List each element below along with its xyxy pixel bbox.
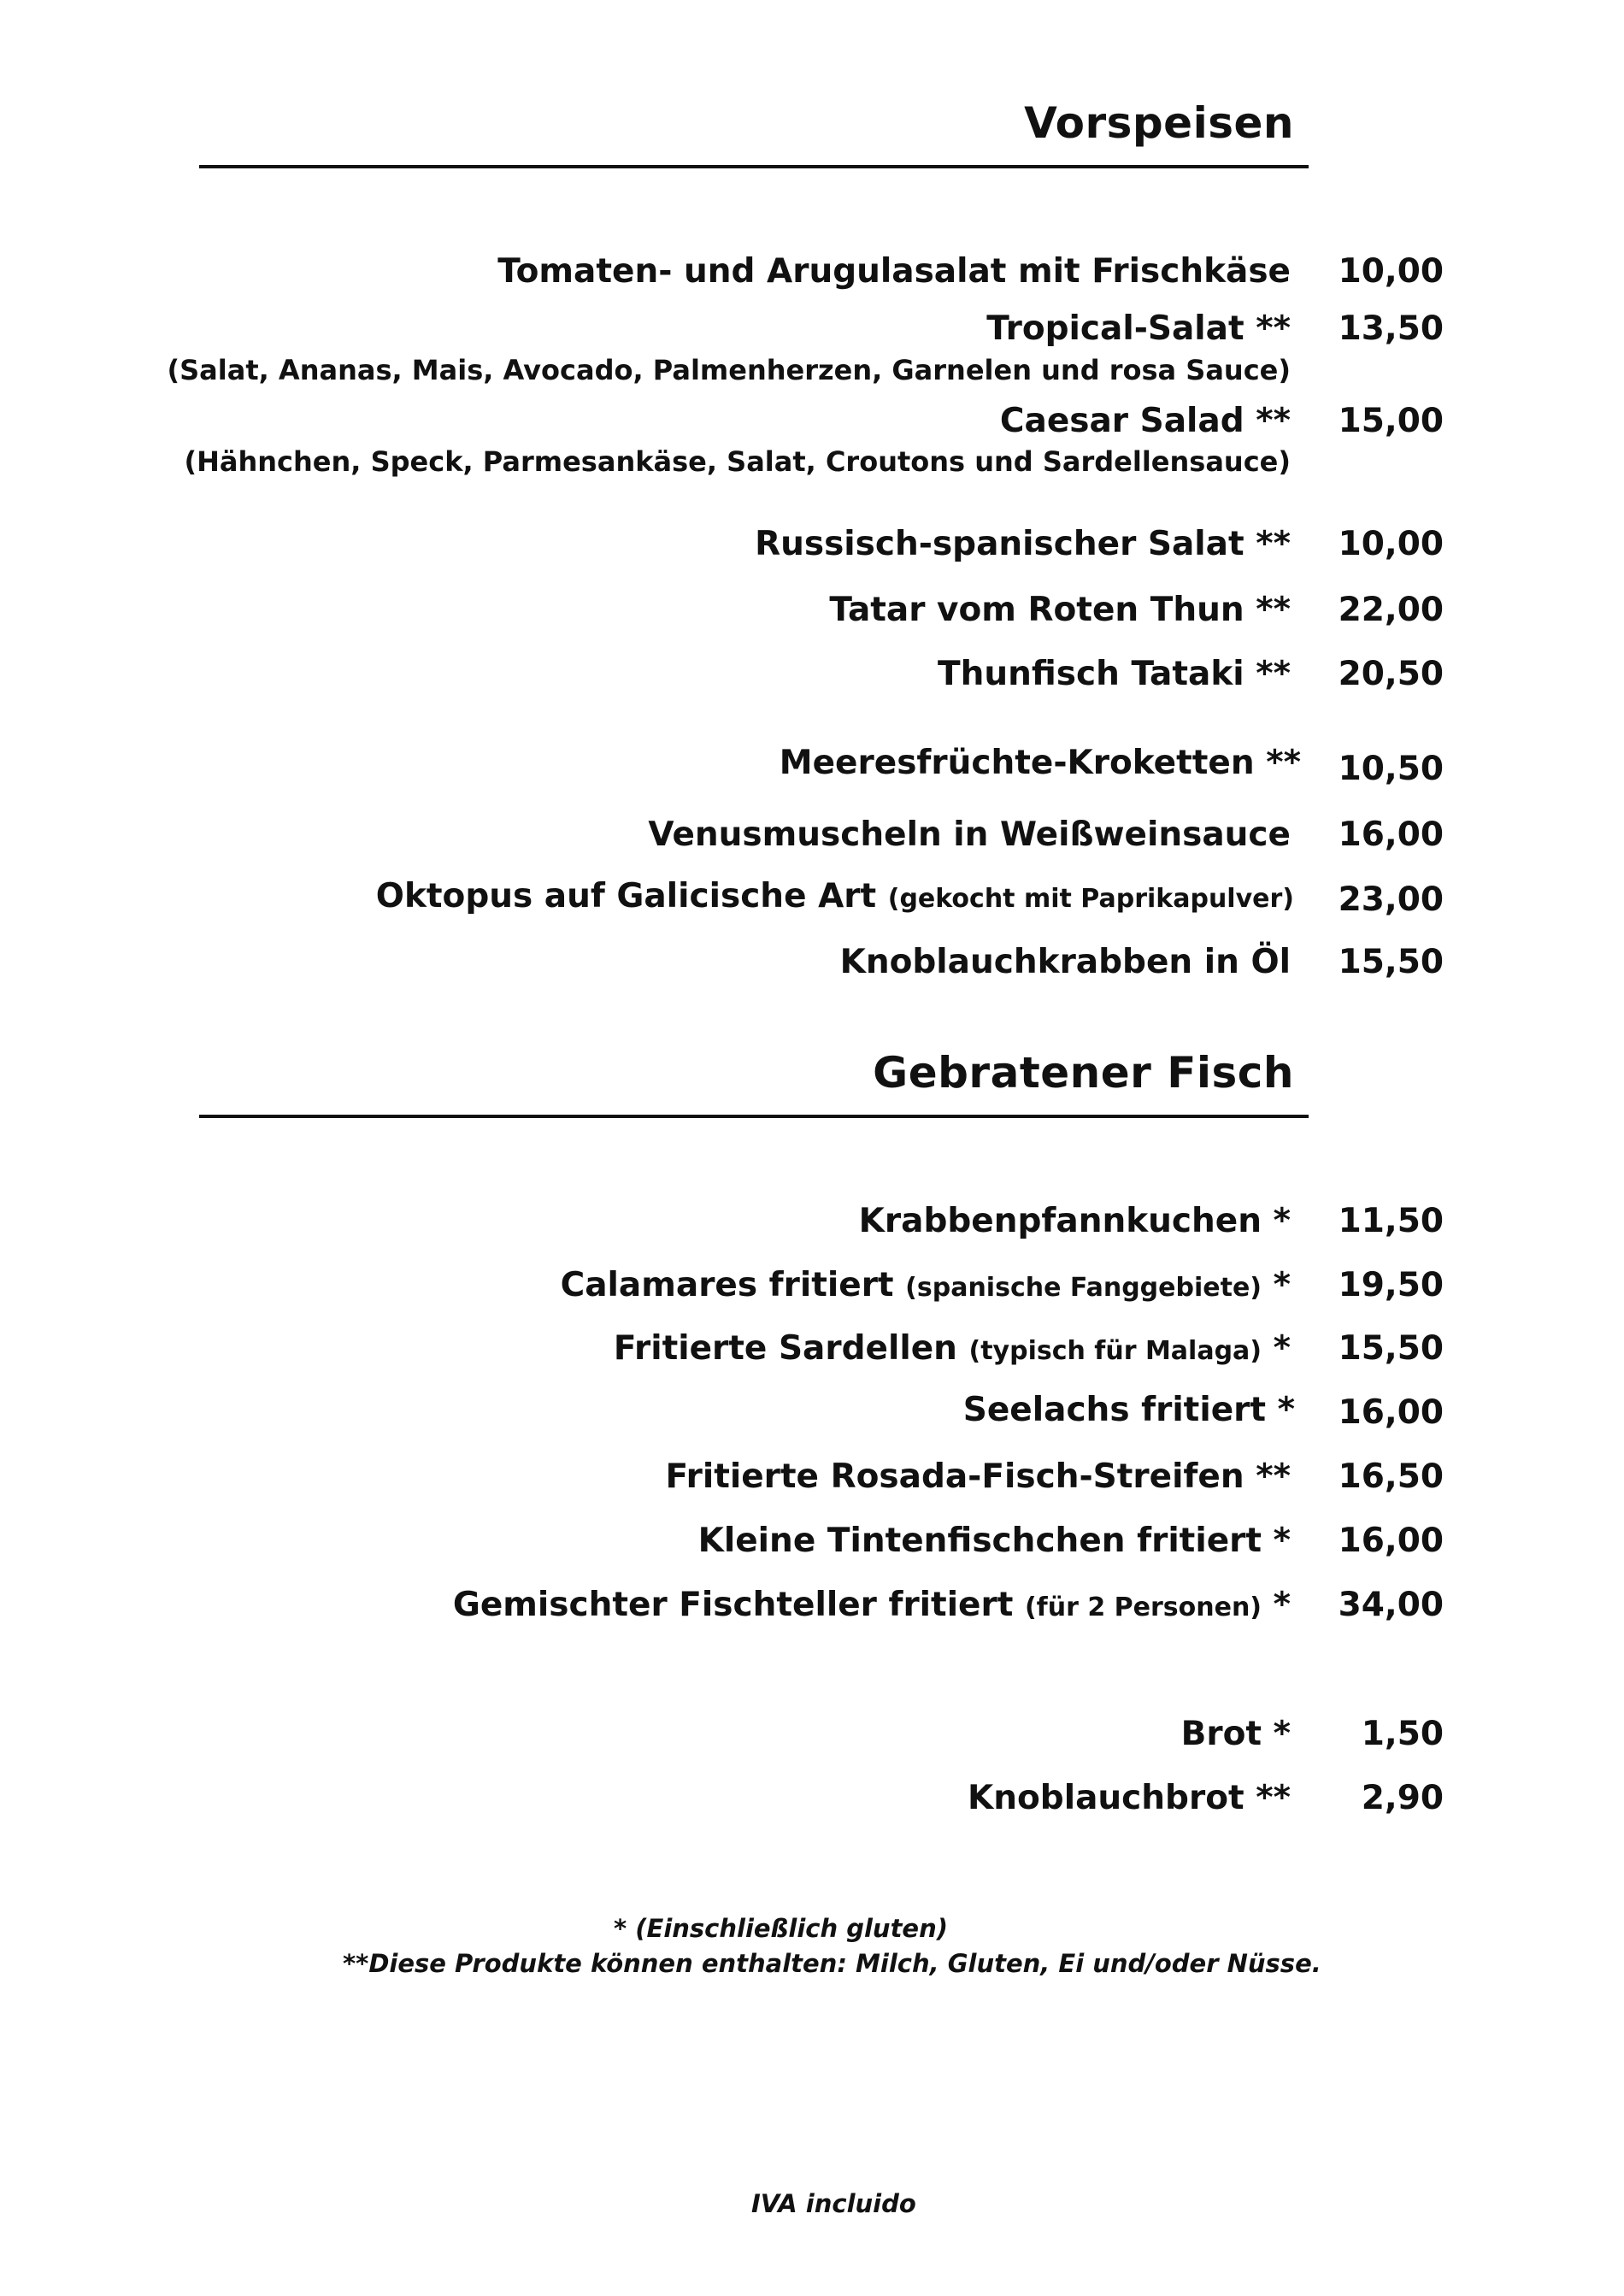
menu-item-price: 11,50 (1338, 1202, 1444, 1240)
menu-item-note: (spanische Fanggebiete) (905, 1273, 1262, 1303)
menu-item-price: 16,00 (1338, 815, 1444, 854)
menu-item-name: Tatar vom Roten Thun ** (829, 591, 1291, 629)
menu-item-name: Kleine Tintenfischchen fritiert * (697, 1522, 1291, 1560)
menu-item-name (561, 1266, 1291, 1304)
menu-item-note: (für 2 Personen) (1024, 1592, 1262, 1622)
menu-item-name-text: Gemischter Fischteller fritiert (452, 1586, 1014, 1624)
menu-item-name (453, 1586, 1291, 1624)
menu-item-suffix: * (1273, 1586, 1291, 1624)
menu-item-name-text: Fritierte Sardellen (613, 1329, 957, 1368)
menu-item-price: 23,00 (1338, 880, 1444, 919)
footnote-allergens: **Diese Produkte können enthalten: Milch, Gluten, Ei und/oder Nüsse. (343, 1949, 1321, 1978)
menu-item-name (614, 1329, 1291, 1368)
menu-item-name: Seelachs fritiert * (962, 1391, 1295, 1429)
menu-item-price: 2,90 (1361, 1779, 1444, 1817)
menu-item-price: 16,00 (1338, 1393, 1444, 1432)
menu-item-price: 15,50 (1338, 943, 1444, 981)
section-title-gebratener-fisch: Gebratener Fisch (873, 1048, 1294, 1098)
section-divider-vorspeisen (199, 165, 1309, 168)
menu-item-name: Tropical-Salat ** (986, 309, 1291, 348)
menu-item-name: Meeresfrüchte-Kroketten ** (779, 744, 1301, 782)
menu-item-name: Russisch-spanischer Salat ** (755, 525, 1291, 563)
menu-item-suffix: * (1273, 1329, 1291, 1368)
menu-item-price: 22,00 (1338, 591, 1444, 629)
menu-item-suffix: * (1273, 1266, 1291, 1304)
menu-item-price: 34,00 (1338, 1586, 1444, 1624)
menu-item-description: (Salat, Ananas, Mais, Avocado, Palmenherzen, Garnelen und rosa Sauce) (167, 354, 1291, 386)
menu-item-name: Thunfisch Tataki ** (937, 655, 1291, 693)
menu-item-name: Brot * (1180, 1715, 1291, 1753)
menu-item-price: 20,50 (1338, 655, 1444, 693)
menu-item-price: 19,50 (1338, 1266, 1444, 1304)
menu-item-name (376, 877, 1294, 915)
menu-item-price: 10,00 (1338, 525, 1444, 563)
menu-item-name: Fritierte Rosada-Fisch-Streifen ** (665, 1457, 1291, 1496)
menu-item-price: 15,00 (1338, 402, 1444, 440)
menu-item-name: Tomaten- und Arugulasalat mit Frischkäse (497, 252, 1291, 291)
section-divider-gebratener-fisch (199, 1115, 1309, 1118)
menu-item-name: Caesar Salad ** (999, 402, 1291, 440)
menu-item-description: (Hähnchen, Speck, Parmesankäse, Salat, Croutons und Sardellensauce) (184, 445, 1291, 478)
menu-item-name: Knoblauchkrabben in Öl (839, 943, 1291, 981)
menu-item-name: Krabbenpfannkuchen * (858, 1202, 1291, 1240)
menu-item-price: 10,00 (1338, 252, 1444, 291)
menu-item-price: 16,50 (1338, 1457, 1444, 1496)
menu-item-price: 13,50 (1338, 309, 1444, 348)
menu-item-price: 16,00 (1338, 1522, 1444, 1560)
menu-item-price: 1,50 (1361, 1715, 1444, 1753)
menu-item-name: Venusmuscheln in Weißweinsauce (648, 815, 1291, 854)
menu-item-note: (gekocht mit Paprikapulver) (887, 884, 1294, 914)
menu-item-name-text: Calamares fritiert (560, 1266, 894, 1304)
section-title-vorspeisen: Vorspeisen (1024, 98, 1294, 148)
menu-item-price: 10,50 (1338, 750, 1444, 788)
menu-item-price: 15,50 (1338, 1329, 1444, 1368)
menu-item-name: Knoblauchbrot ** (968, 1779, 1291, 1817)
tax-note: IVA incluido (751, 2189, 916, 2218)
footnote-gluten: * (Einschließlich gluten) (614, 1914, 949, 1943)
menu-item-name-text: Oktopus auf Galicische Art (375, 877, 877, 915)
menu-item-note: (typisch für Malaga) (968, 1336, 1262, 1366)
